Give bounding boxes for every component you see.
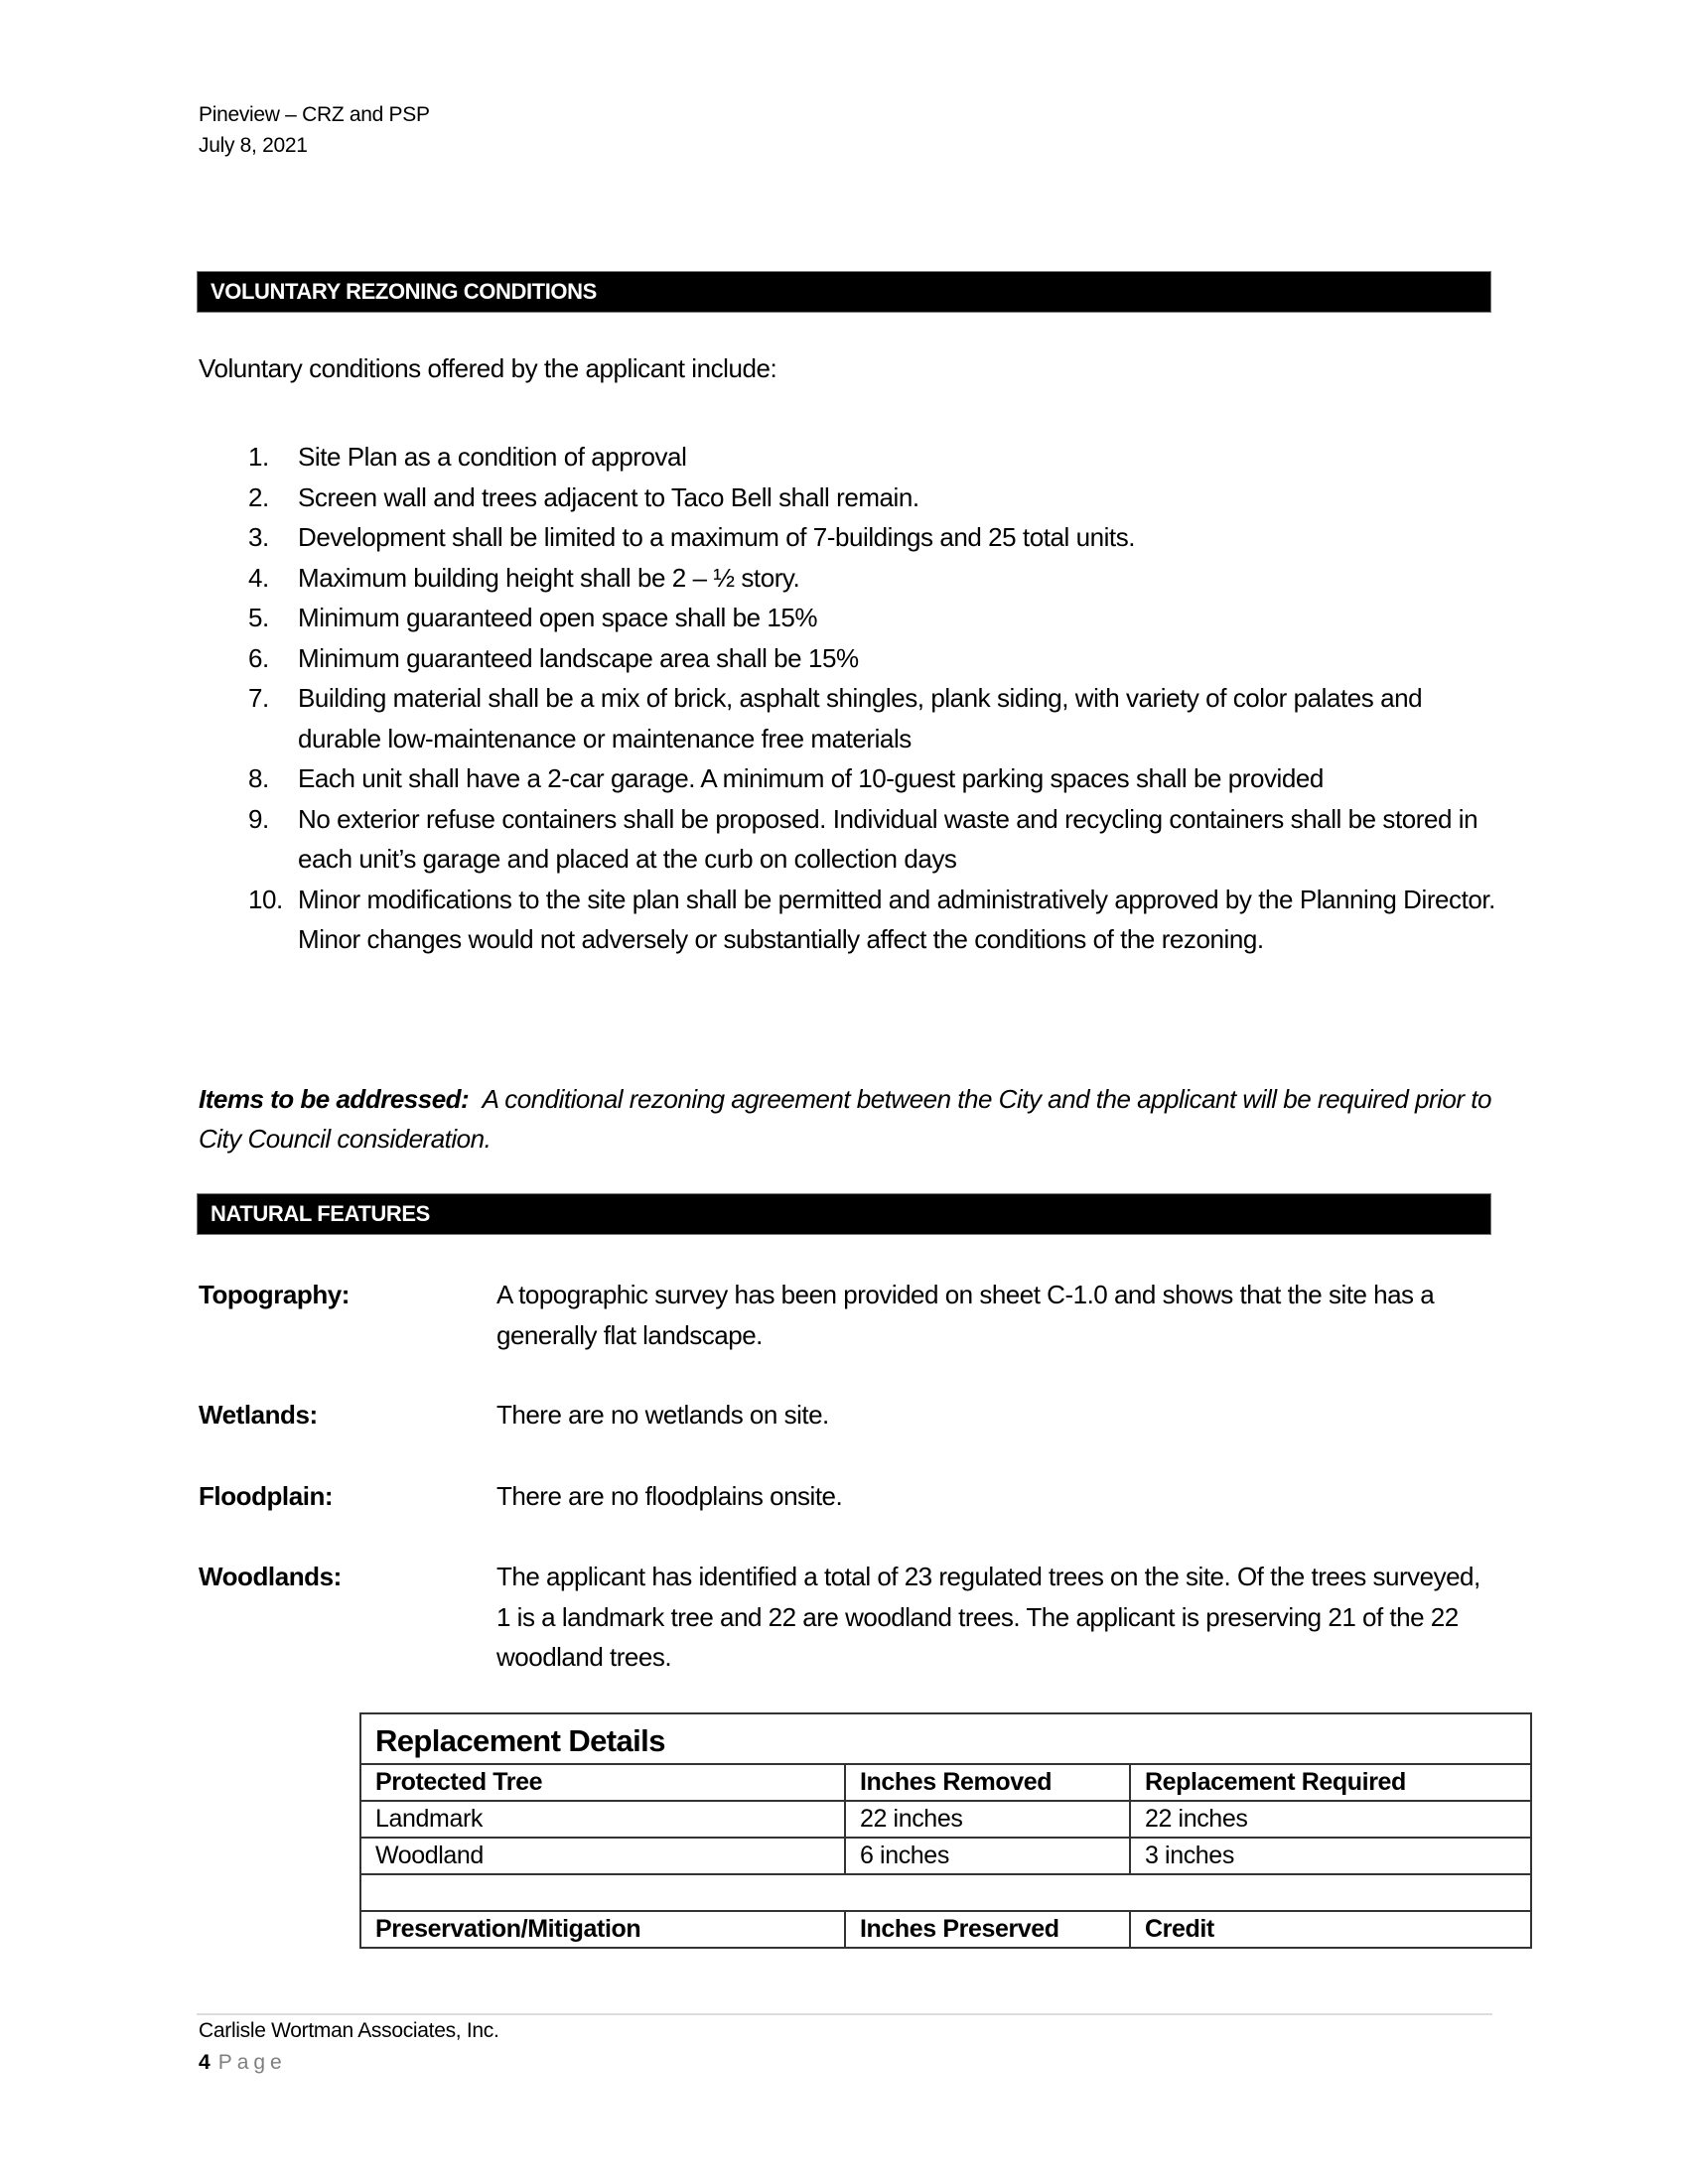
page-label: Page: [217, 2051, 287, 2074]
items-to-be-addressed: [199, 1079, 1509, 1159]
section-title: NATURAL FEATURES: [211, 1201, 430, 1226]
condition-text: Building material shall be a mix of brick, asphalt shingles, plank siding, with variety of color palates and durable low-maintenance or maintenance free materials: [298, 683, 1423, 753]
column-header-inches-removed: Inches Removed: [845, 1764, 1130, 1801]
cell-replacement-required: 3 inches: [1130, 1838, 1531, 1874]
table-row: [360, 1838, 1531, 1874]
condition-number: 9.: [248, 803, 269, 834]
condition-text: Development shall be limited to a maximum of 7-buildings and 25 total units.: [298, 522, 1136, 552]
condition-item: [199, 517, 1509, 558]
header-project-title: Pineview – CRZ and PSP: [199, 103, 430, 126]
condition-item: [199, 880, 1509, 960]
condition-item: [199, 478, 1509, 518]
page-number: 4: [199, 2051, 211, 2074]
blank-cell: [360, 1874, 1531, 1911]
condition-item: [199, 799, 1509, 880]
condition-number: 3.: [248, 522, 269, 552]
section-title: VOLUNTARY REZONING CONDITIONS: [211, 279, 597, 304]
column-header-credit: Credit: [1130, 1911, 1531, 1948]
condition-text: Site Plan as a condition of approval: [298, 442, 687, 472]
condition-item: [199, 598, 1509, 638]
feature-desc-floodplain: There are no floodplains onsite.: [496, 1481, 843, 1511]
cell-protected-tree: Landmark: [360, 1801, 845, 1838]
condition-text: No exterior refuse containers shall be proposed. Individual waste and recycling containers shall be stored in each unit’s garage and placed at the curb on collection days: [298, 803, 1478, 874]
condition-text: Screen wall and trees adjacent to Taco Bell shall remain.: [298, 481, 919, 512]
condition-item: [199, 678, 1509, 758]
feature-label-floodplain: Floodplain:: [199, 1481, 334, 1511]
table-title: Replacement Details: [360, 1713, 1531, 1764]
column-header-protected-tree: Protected Tree: [360, 1764, 845, 1801]
condition-number: 4.: [248, 562, 269, 593]
condition-text: Minimum guaranteed landscape area shall be 15%: [298, 642, 859, 673]
condition-number: 7.: [248, 683, 269, 713]
condition-number: 1.: [248, 442, 269, 472]
footer-organization: Carlisle Wortman Associates, Inc.: [199, 2019, 499, 2042]
items-text: A conditional rezoning agreement between the City and the applicant will be required prior to City Council consideration.: [199, 1084, 1491, 1154]
condition-item: [199, 638, 1509, 679]
intro-paragraph: Voluntary conditions offered by the applicant include:: [199, 353, 777, 383]
condition-number: 6.: [248, 642, 269, 673]
section-header-natural-features: [198, 1194, 1490, 1234]
table-blank-row: [360, 1874, 1531, 1911]
footer-divider: [197, 2013, 1492, 2015]
column-header-preservation-mitigation: Preservation/Mitigation: [360, 1911, 845, 1948]
conditions-list: [199, 437, 1509, 960]
column-header-inches-preserved: Inches Preserved: [845, 1911, 1130, 1948]
section-header-voluntary-rezoning: [198, 272, 1490, 312]
condition-number: 2.: [248, 481, 269, 512]
footer-page-number: [199, 2051, 287, 2075]
condition-item: [199, 558, 1509, 599]
items-label: Items to be addressed:: [199, 1084, 470, 1114]
condition-text: Each unit shall have a 2-car garage. A minimum of 10-guest parking spaces shall be provided: [298, 763, 1324, 793]
cell-inches-removed: 22 inches: [845, 1801, 1130, 1838]
condition-number: 10.: [248, 884, 283, 914]
cell-replacement-required: 22 inches: [1130, 1801, 1531, 1838]
condition-number: 5.: [248, 603, 269, 632]
feature-desc-woodlands: The applicant has identified a total of 23 regulated trees on the site. Of the trees surveyed, 1 is a landmark tree and 22 are woodland trees. The applicant is preserving 21 of the 22 woodland trees.: [496, 1562, 1480, 1672]
cell-inches-removed: 6 inches: [845, 1838, 1130, 1874]
condition-number: 8.: [248, 763, 269, 793]
feature-desc-wetlands: There are no wetlands on site.: [496, 1400, 829, 1430]
column-header-replacement-required: Replacement Required: [1130, 1764, 1531, 1801]
condition-item: [199, 437, 1509, 478]
feature-desc-topography: A topographic survey has been provided on sheet C-1.0 and shows that the site has a generally flat landscape.: [496, 1280, 1435, 1350]
table-subheader-row: [360, 1911, 1531, 1948]
header-date: July 8, 2021: [199, 134, 308, 157]
table-header-row: [360, 1764, 1531, 1801]
condition-text: Minimum guaranteed open space shall be 15%: [298, 603, 818, 632]
cell-protected-tree: Woodland: [360, 1838, 845, 1874]
condition-text: Minor modifications to the site plan shall be permitted and administratively approved by the Planning Director. Minor changes would not adversely or substantially affect the conditions of the rezoning.: [298, 884, 1495, 954]
feature-label-topography: Topography:: [199, 1280, 350, 1309]
condition-item: [199, 758, 1509, 799]
feature-label-wetlands: Wetlands:: [199, 1400, 318, 1430]
replacement-details-table: [359, 1712, 1532, 1949]
feature-label-woodlands: Woodlands:: [199, 1562, 342, 1591]
table-row: [360, 1801, 1531, 1838]
condition-text: Maximum building height shall be 2 – ½ story.: [298, 562, 800, 593]
